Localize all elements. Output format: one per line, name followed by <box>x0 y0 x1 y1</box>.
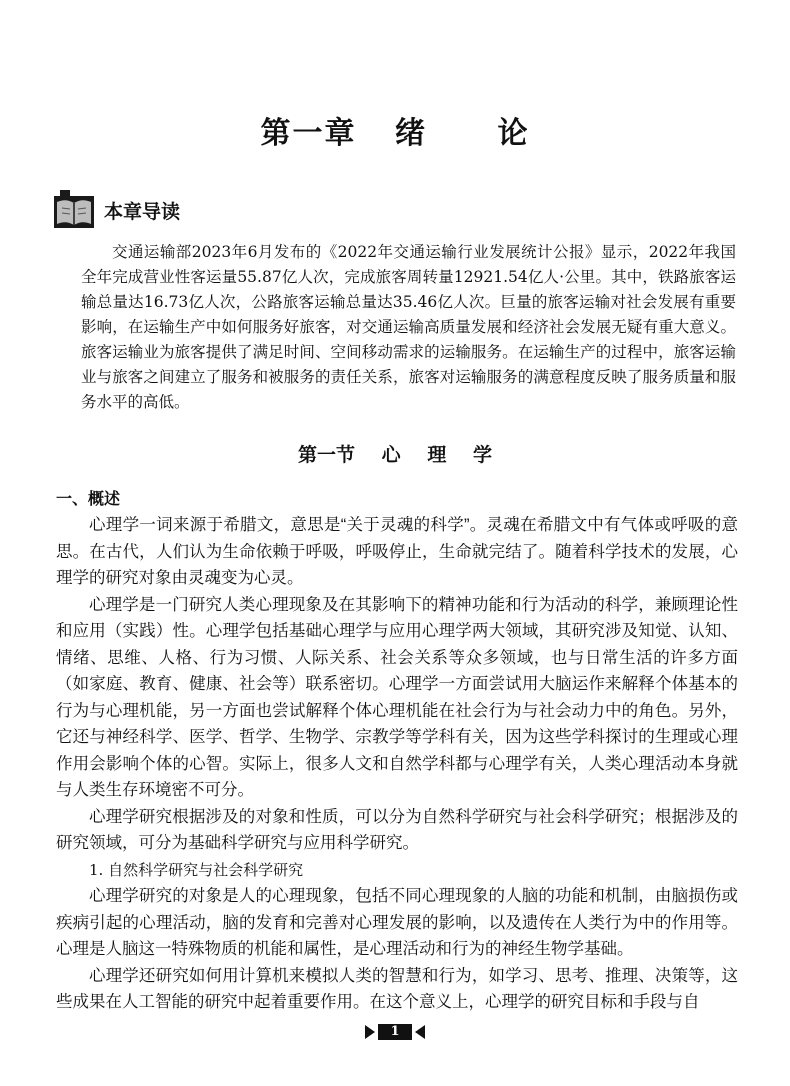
numbered-subheading: 1. 自然科学研究与社会科学研究 <box>89 860 304 879</box>
chapter-intro-text: 交通运输部2023年6月发布的《2022年交通运输行业发展统计公报》显示，2022年我国全年完成营业性客运量55.87亿人次，完成旅客周转量12921.54亿人·公里。其中，铁路旅客运输总量达16.73亿人次，公路旅客运输总量达35.46亿人次。巨量的旅客运输对社会发展有重要影响，在运输生产中如何服务好旅客，对交通运输高质量发展和经济社会发展无疑有重大意义。旅客运输业为旅客提供了满足时间、空间移动需求的运输服务。在运输生产的过程中，旅客运输业与旅客之间建立了服务和被服务的责任关系，旅客对运输服务的满意程度反映了服务质量和服务水平的高低。 <box>81 243 736 411</box>
paragraph: 心理学研究的对象是人的心理现象，包括不同心理现象的人脑的功能和机制，由脑损伤或疾病引起的心理活动，脑的发育和完善对心理发展的影响，以及遗传在人类行为中的作用等。心理是人脑这一特殊物质的机能和属性，是心理活动和行为的神经生物学基础。 <box>56 887 738 958</box>
paragraph: 心理学研究根据涉及的对象和性质，可以分为自然科学研究与社会科学研究；根据涉及的研究领域，可分为基础科学研究与应用科学研究。 <box>56 807 738 852</box>
chapter-intro-label: 本章导读 <box>104 200 181 223</box>
chapter-title-char-1: 绪 <box>395 116 427 151</box>
paragraph: 心理学还研究如何用计算机来模拟人类的智慧和行为，如学习、思考、推理、决策等，这些成果在人工智能的研究中起着重要作用。在这个意义上，心理学的研究目标和手段与自 <box>56 966 738 1011</box>
paragraph: 心理学一词来源于希腊文，意思是“关于灵魂的科学”。灵魂在希腊文中有气体或呼吸的意思。在古代，人们认为生命依赖于呼吸，呼吸停止，生命就完结了。随着科学技术的发展，心理学的研究对象由灵魂变为心灵。 <box>56 516 738 587</box>
paragraph: 心理学是一门研究人类心理现象及在其影响下的精神功能和行为活动的科学，兼顾理论性和应用（实践）性。心理学包括基础心理学与应用心理学两大领域，其研究涉及知觉、认知、情绪、思维、人格、行为习惯、人际关系、社会关系等众多领域，也与日常生活的许多方面（如家庭、教育、健康、社会等）联系密切。心理学一方面尝试用大脑运作来解释个体基本的行为与心理机能，另一方面也尝试解释个体心理机能在社会行为与社会动力中的角色。另外，它还与神经科学、医学、哲学、生物学、宗教学等学科有关，因为这些学科探讨的生理或心理作用会影响个体的心智。实际上，很多人文和自然学科都与心理学有关，人类心理活动本身就与人类生存环境密不可分。 <box>56 595 738 799</box>
chapter-intro-header <box>52 190 180 230</box>
page-number: 1 <box>378 1024 411 1040</box>
arrow-right-icon <box>365 1025 375 1039</box>
section-title-char-3: 学 <box>472 444 492 466</box>
section-title-char-1: 心 <box>381 444 401 466</box>
subsection-heading: 一、概述 <box>56 489 121 508</box>
chapter-number: 第一章 <box>260 116 357 151</box>
section-title <box>0 440 790 467</box>
section-number: 第一节 <box>298 444 356 466</box>
page-number-footer <box>0 1024 790 1040</box>
section-title-char-2: 理 <box>427 444 447 466</box>
main-body <box>56 512 738 1016</box>
chapter-title-char-2: 论 <box>497 116 530 151</box>
arrow-left-icon <box>415 1025 425 1039</box>
book-icon <box>52 190 96 230</box>
chapter-title <box>0 108 790 152</box>
